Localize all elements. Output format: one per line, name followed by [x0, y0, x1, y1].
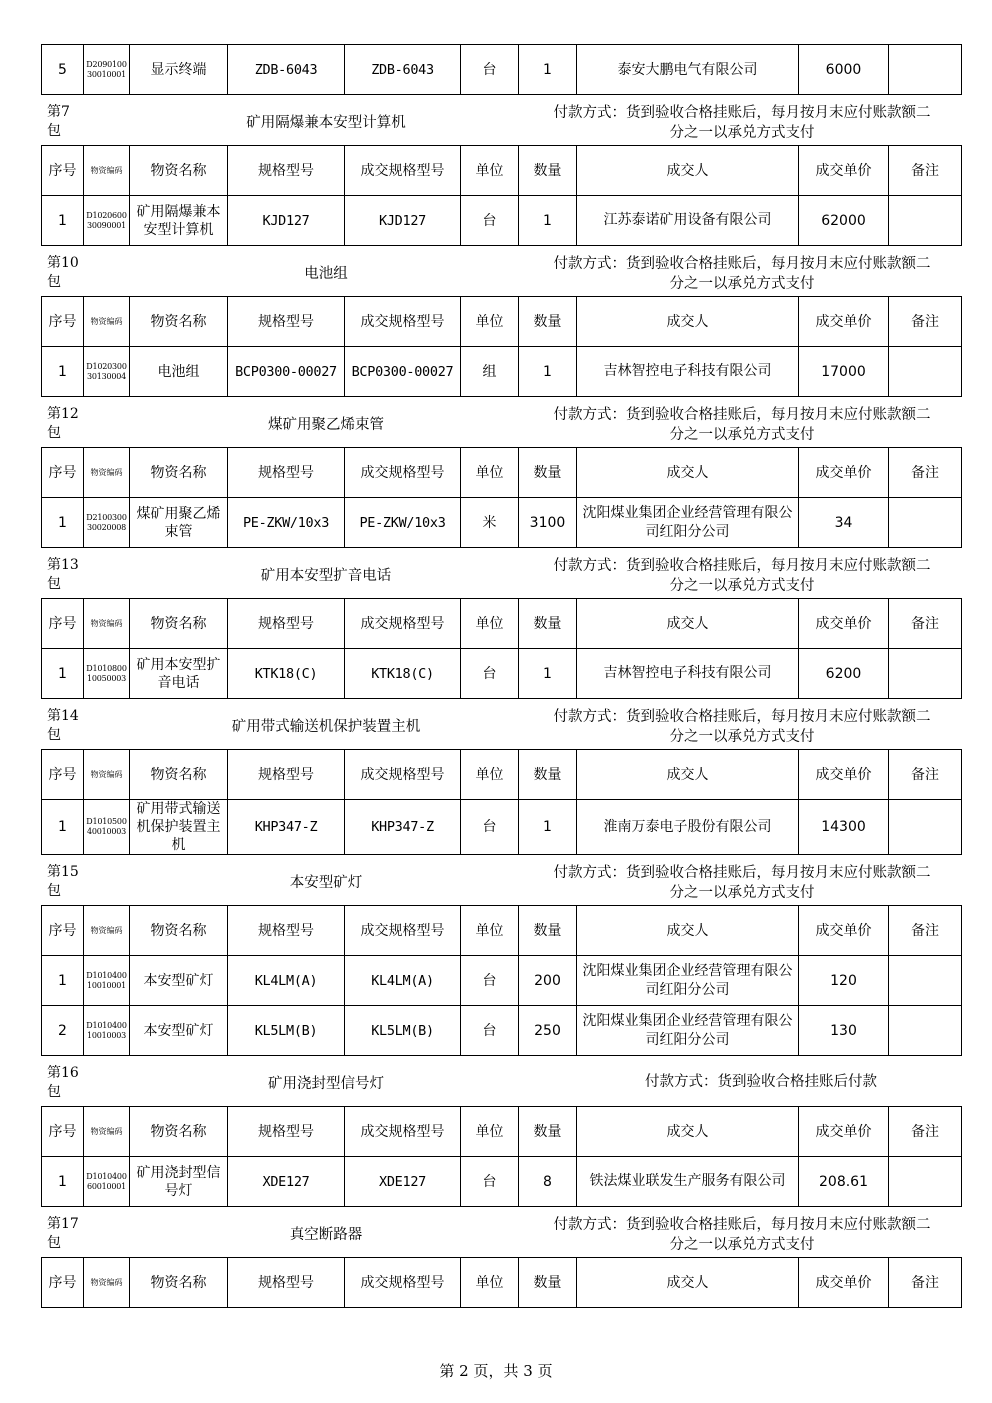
package-number: 第7 包: [47, 104, 70, 139]
column-header: 物资名称: [130, 146, 228, 196]
package-number: 第14 包: [47, 708, 79, 743]
cell-qty: 1: [519, 196, 577, 246]
cell-deal-spec: PE-ZKW/10x3: [345, 498, 461, 548]
package-table: [41, 145, 962, 246]
column-header: 物资名称: [130, 599, 228, 649]
cell-deal-spec: KJD127: [345, 196, 461, 246]
cell-price: 34: [799, 498, 889, 548]
column-header: 规格型号: [228, 599, 345, 649]
column-header: 成交规格型号: [345, 297, 461, 347]
cell-name: 矿用本安型扩音电话: [130, 649, 228, 699]
cell-seq: 1: [42, 196, 84, 246]
cell-spec: KTK18(C): [228, 649, 345, 699]
cell-qty: 8: [519, 1157, 577, 1207]
table-row: [42, 196, 962, 246]
cell-code: D1010500 40010003: [84, 800, 130, 855]
column-header: 数量: [519, 599, 577, 649]
package-number: 第12 包: [47, 406, 79, 441]
cell-deal-spec: KHP347-Z: [345, 800, 461, 855]
column-header: 规格型号: [228, 146, 345, 196]
cell-unit: 台: [461, 800, 519, 855]
cell-qty: 250: [519, 1006, 577, 1056]
package-header: [41, 246, 961, 296]
cell-code: D2090100 30010001: [84, 45, 130, 95]
cell-qty: 1: [519, 347, 577, 397]
column-header: 物资名称: [130, 1107, 228, 1157]
package-title: 矿用隔爆兼本安型计算机: [246, 115, 406, 131]
column-header: 成交规格型号: [345, 448, 461, 498]
column-header: 序号: [42, 297, 84, 347]
cell-name: 显示终端: [130, 45, 228, 95]
column-header: 单位: [461, 146, 519, 196]
cell-price: 6200: [799, 649, 889, 699]
cell-code: D1020300 30130004: [84, 347, 130, 397]
package-table: [41, 1106, 962, 1207]
cell-seq: 1: [42, 649, 84, 699]
column-header: 成交人: [577, 1258, 799, 1308]
cell-qty: 1: [519, 45, 577, 95]
cell-supplier: 吉林智控电子科技有限公司: [577, 347, 799, 397]
package-title: 电池组: [304, 266, 348, 282]
column-header: 序号: [42, 1107, 84, 1157]
column-header: 物资编码: [84, 906, 130, 956]
column-header: 物资编码: [84, 750, 130, 800]
payment-terms: 付款方式：货到验收合格挂账后，每月按月末应付账款额二 分之一以承兑方式支付: [553, 558, 931, 594]
cell-supplier: 铁法煤业联发生产服务有限公司: [577, 1157, 799, 1207]
package-table: [41, 1257, 962, 1308]
table-row: [42, 649, 962, 699]
table-header-row: [42, 448, 962, 498]
cell-supplier: 沈阳煤业集团企业经营管理有限公司红阳分公司: [577, 498, 799, 548]
cell-note: [889, 1006, 962, 1056]
cell-deal-spec: XDE127: [345, 1157, 461, 1207]
package-table: [41, 296, 962, 397]
column-header: 物资编码: [84, 297, 130, 347]
column-header: 成交规格型号: [345, 750, 461, 800]
package-table: [41, 447, 962, 548]
top-table: [41, 44, 962, 95]
table-header-row: [42, 1258, 962, 1308]
column-header: 备注: [889, 448, 962, 498]
package-number: 第13 包: [47, 557, 79, 592]
column-header: 成交单价: [799, 146, 889, 196]
column-header: 序号: [42, 146, 84, 196]
cell-unit: 组: [461, 347, 519, 397]
cell-name: 煤矿用聚乙烯束管: [130, 498, 228, 548]
column-header: 成交单价: [799, 750, 889, 800]
cell-price: 14300: [799, 800, 889, 855]
payment-terms: 付款方式：货到验收合格挂账后付款: [645, 1074, 877, 1090]
column-header: 物资名称: [130, 1258, 228, 1308]
column-header: 成交单价: [799, 1107, 889, 1157]
cell-spec: KJD127: [228, 196, 345, 246]
column-header: 成交单价: [799, 906, 889, 956]
cell-supplier: 泰安大鹏电气有限公司: [577, 45, 799, 95]
cell-supplier: 沈阳煤业集团企业经营管理有限公司红阳分公司: [577, 1006, 799, 1056]
cell-spec: PE-ZKW/10x3: [228, 498, 345, 548]
package-table: [41, 598, 962, 699]
cell-note: [889, 1157, 962, 1207]
cell-code: D1010400 60010001: [84, 1157, 130, 1207]
column-header: 数量: [519, 1258, 577, 1308]
column-header: 成交人: [577, 906, 799, 956]
column-header: 备注: [889, 146, 962, 196]
cell-code: D1010800 10050003: [84, 649, 130, 699]
package-header: [41, 1056, 961, 1106]
package-header: [41, 855, 961, 905]
package-title: 真空断路器: [289, 1227, 363, 1243]
package-title: 矿用浇封型信号灯: [268, 1076, 384, 1092]
column-header: 成交单价: [799, 448, 889, 498]
cell-unit: 台: [461, 1157, 519, 1207]
cell-note: [889, 800, 962, 855]
column-header: 数量: [519, 906, 577, 956]
page-footer: 第 2 页，共 3 页: [439, 1362, 553, 1380]
package-header: [41, 95, 961, 145]
package-title: 矿用本安型扩音电话: [260, 568, 392, 584]
column-header: 物资名称: [130, 906, 228, 956]
cell-unit: 米: [461, 498, 519, 548]
column-header: 单位: [461, 906, 519, 956]
column-header: 序号: [42, 750, 84, 800]
table-row: [42, 956, 962, 1006]
column-header: 物资编码: [84, 146, 130, 196]
cell-spec: ZDB-6043: [228, 45, 345, 95]
package-number: 第15 包: [47, 864, 79, 899]
payment-terms: 付款方式：货到验收合格挂账后，每月按月末应付账款额二 分之一以承兑方式支付: [553, 1217, 931, 1253]
cell-name: 本安型矿灯: [130, 1006, 228, 1056]
column-header: 单位: [461, 599, 519, 649]
payment-terms: 付款方式：货到验收合格挂账后，每月按月末应付账款额二 分之一以承兑方式支付: [553, 865, 931, 901]
column-header: 单位: [461, 297, 519, 347]
cell-price: 208.61: [799, 1157, 889, 1207]
column-header: 成交单价: [799, 599, 889, 649]
cell-name: 本安型矿灯: [130, 956, 228, 1006]
payment-terms: 付款方式：货到验收合格挂账后，每月按月末应付账款额二 分之一以承兑方式支付: [553, 105, 931, 141]
cell-price: 120: [799, 956, 889, 1006]
column-header: 备注: [889, 906, 962, 956]
cell-note: [889, 196, 962, 246]
table-row: [42, 1006, 962, 1056]
package-table: [41, 905, 962, 1056]
column-header: 序号: [42, 448, 84, 498]
column-header: 成交规格型号: [345, 1258, 461, 1308]
package-header: [41, 1207, 961, 1257]
table-header-row: [42, 1107, 962, 1157]
column-header: 成交单价: [799, 297, 889, 347]
column-header: 备注: [889, 297, 962, 347]
document-page: [41, 44, 961, 1308]
column-header: 序号: [42, 906, 84, 956]
package-header: [41, 548, 961, 598]
column-header: 规格型号: [228, 297, 345, 347]
cell-code: D1010400 10010001: [84, 956, 130, 1006]
column-header: 成交规格型号: [345, 146, 461, 196]
cell-supplier: 沈阳煤业集团企业经营管理有限公司红阳分公司: [577, 956, 799, 1006]
cell-unit: 台: [461, 45, 519, 95]
cell-supplier: 江苏泰诺矿用设备有限公司: [577, 196, 799, 246]
column-header: 成交人: [577, 750, 799, 800]
cell-spec: BCP0300-00027: [228, 347, 345, 397]
column-header: 数量: [519, 1107, 577, 1157]
column-header: 数量: [519, 750, 577, 800]
cell-deal-spec: KL5LM(B): [345, 1006, 461, 1056]
table-row: [42, 1157, 962, 1207]
cell-supplier: 淮南万泰电子股份有限公司: [577, 800, 799, 855]
table-row: [42, 347, 962, 397]
column-header: 成交人: [577, 1107, 799, 1157]
column-header: 备注: [889, 1258, 962, 1308]
cell-note: [889, 956, 962, 1006]
package-number: 第10 包: [47, 255, 79, 290]
cell-seq: 1: [42, 498, 84, 548]
cell-name: 矿用浇封型信号灯: [130, 1157, 228, 1207]
packages-container: [41, 95, 961, 1308]
column-header: 成交人: [577, 146, 799, 196]
table-header-row: [42, 906, 962, 956]
cell-unit: 台: [461, 649, 519, 699]
package-title: 煤矿用聚乙烯束管: [268, 417, 384, 433]
payment-terms: 付款方式：货到验收合格挂账后，每月按月末应付账款额二 分之一以承兑方式支付: [553, 709, 931, 745]
package-header: [41, 699, 961, 749]
cell-note: [889, 347, 962, 397]
package-title: 本安型矿灯: [289, 875, 363, 891]
package-number: 第17 包: [47, 1216, 79, 1251]
cell-note: [889, 45, 962, 95]
column-header: 成交规格型号: [345, 906, 461, 956]
column-header: 规格型号: [228, 1107, 345, 1157]
column-header: 单位: [461, 750, 519, 800]
cell-supplier: 吉林智控电子科技有限公司: [577, 649, 799, 699]
cell-seq: 2: [42, 1006, 84, 1056]
cell-deal-spec: KTK18(C): [345, 649, 461, 699]
cell-seq: 1: [42, 347, 84, 397]
cell-deal-spec: ZDB-6043: [345, 45, 461, 95]
column-header: 物资名称: [130, 750, 228, 800]
cell-note: [889, 498, 962, 548]
column-header: 备注: [889, 750, 962, 800]
cell-qty: 200: [519, 956, 577, 1006]
table-row: [42, 498, 962, 548]
column-header: 序号: [42, 599, 84, 649]
column-header: 规格型号: [228, 906, 345, 956]
column-header: 规格型号: [228, 1258, 345, 1308]
column-header: 成交人: [577, 599, 799, 649]
column-header: 备注: [889, 599, 962, 649]
cell-qty: 3100: [519, 498, 577, 548]
cell-note: [889, 649, 962, 699]
table-header-row: [42, 599, 962, 649]
column-header: 数量: [519, 448, 577, 498]
column-header: 物资编码: [84, 1258, 130, 1308]
column-header: 规格型号: [228, 448, 345, 498]
cell-price: 130: [799, 1006, 889, 1056]
cell-name: 电池组: [130, 347, 228, 397]
cell-code: D1020600 30090001: [84, 196, 130, 246]
cell-spec: KL4LM(A): [228, 956, 345, 1006]
table-row: [42, 800, 962, 855]
column-header: 序号: [42, 1258, 84, 1308]
column-header: 物资名称: [130, 448, 228, 498]
column-header: 成交规格型号: [345, 1107, 461, 1157]
payment-terms: 付款方式：货到验收合格挂账后，每月按月末应付账款额二 分之一以承兑方式支付: [553, 256, 931, 292]
cell-unit: 台: [461, 956, 519, 1006]
cell-price: 17000: [799, 347, 889, 397]
cell-spec: KL5LM(B): [228, 1006, 345, 1056]
cell-price: 6000: [799, 45, 889, 95]
column-header: 规格型号: [228, 750, 345, 800]
cell-code: D1010400 10010003: [84, 1006, 130, 1056]
cell-code: D2100300 30020008: [84, 498, 130, 548]
package-header: [41, 397, 961, 447]
cell-seq: 5: [42, 45, 84, 95]
column-header: 物资名称: [130, 297, 228, 347]
cell-name: 矿用隔爆兼本安型计算机: [130, 196, 228, 246]
cell-deal-spec: BCP0300-00027: [345, 347, 461, 397]
cell-spec: KHP347-Z: [228, 800, 345, 855]
column-header: 数量: [519, 297, 577, 347]
cell-name: 矿用带式输送机保护装置主机: [130, 800, 228, 855]
cell-qty: 1: [519, 649, 577, 699]
cell-unit: 台: [461, 1006, 519, 1056]
column-header: 物资编码: [84, 448, 130, 498]
column-header: 成交规格型号: [345, 599, 461, 649]
table-header-row: [42, 297, 962, 347]
column-header: 单位: [461, 448, 519, 498]
table-header-row: [42, 750, 962, 800]
cell-qty: 1: [519, 800, 577, 855]
column-header: 单位: [461, 1258, 519, 1308]
column-header: 成交单价: [799, 1258, 889, 1308]
payment-terms: 付款方式：货到验收合格挂账后，每月按月末应付账款额二 分之一以承兑方式支付: [553, 407, 931, 443]
cell-price: 62000: [799, 196, 889, 246]
column-header: 成交人: [577, 448, 799, 498]
cell-seq: 1: [42, 956, 84, 1006]
column-header: 物资编码: [84, 1107, 130, 1157]
column-header: 成交人: [577, 297, 799, 347]
package-number: 第16 包: [47, 1065, 79, 1100]
cell-deal-spec: KL4LM(A): [345, 956, 461, 1006]
package-title: 矿用带式输送机保护装置主机: [231, 719, 421, 735]
column-header: 单位: [461, 1107, 519, 1157]
column-header: 物资编码: [84, 599, 130, 649]
package-table: [41, 749, 962, 855]
cell-spec: XDE127: [228, 1157, 345, 1207]
column-header: 数量: [519, 146, 577, 196]
table-row: [42, 45, 962, 95]
table-header-row: [42, 146, 962, 196]
cell-unit: 台: [461, 196, 519, 246]
cell-seq: 1: [42, 1157, 84, 1207]
cell-seq: 1: [42, 800, 84, 855]
column-header: 备注: [889, 1107, 962, 1157]
